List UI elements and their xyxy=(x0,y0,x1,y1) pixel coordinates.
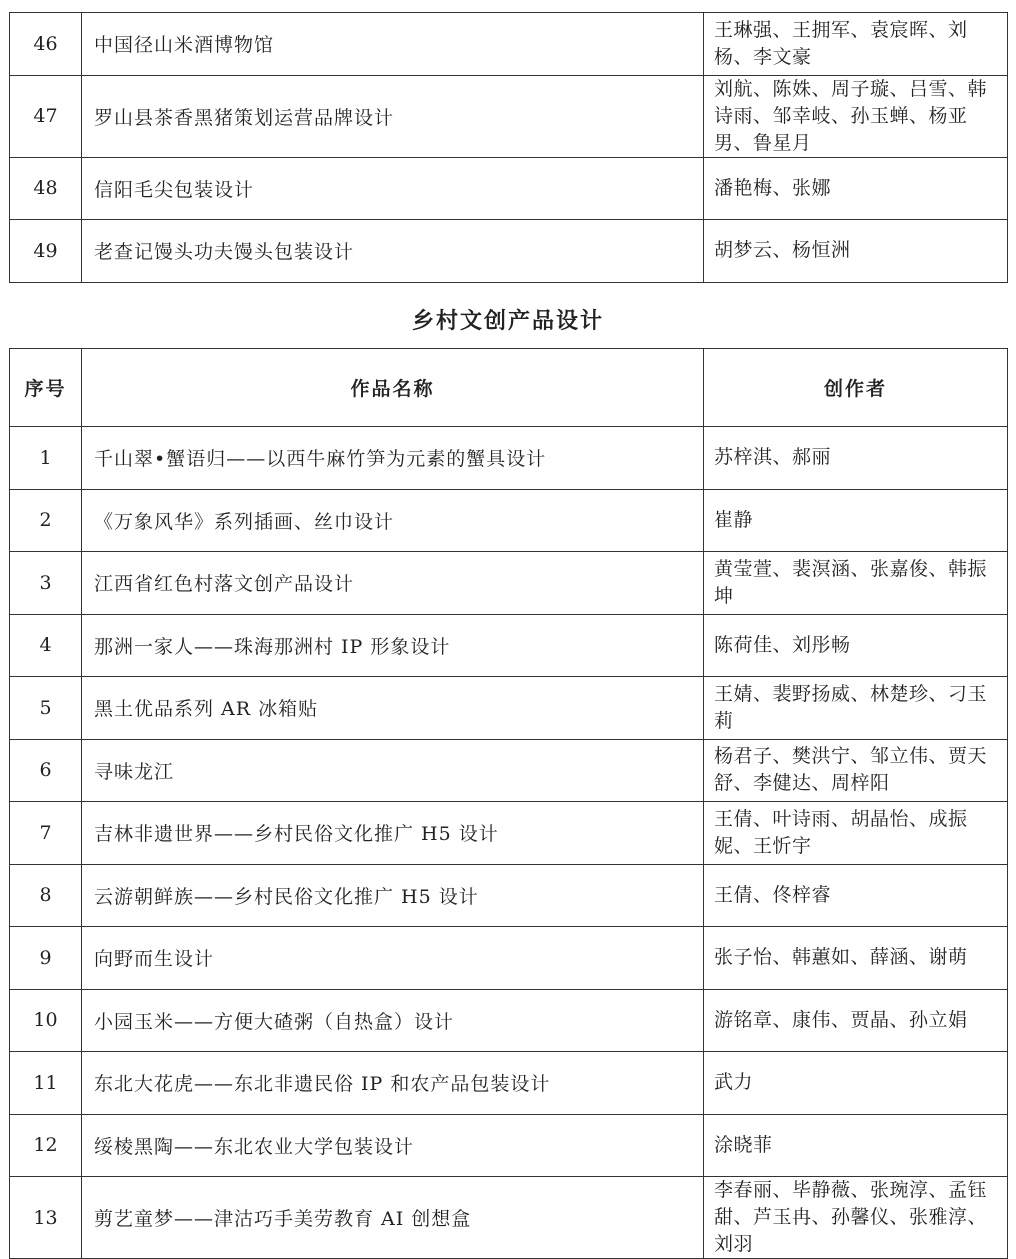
header-title: 作品名称 xyxy=(82,349,704,427)
table-row xyxy=(10,739,1008,802)
table-row xyxy=(10,864,1008,927)
work-title: 小园玉米——方便大碴粥（自热盒）设计 xyxy=(82,989,704,1052)
work-authors: 胡梦云、杨恒洲 xyxy=(704,220,1008,283)
work-title: 寻味龙江 xyxy=(82,739,704,802)
works-table-continued xyxy=(9,12,1008,283)
table-row xyxy=(10,802,1008,865)
table-row xyxy=(10,1052,1008,1115)
work-authors: 张子怡、韩蕙如、薛涵、谢萌 xyxy=(704,927,1008,990)
work-title: 江西省红色村落文创产品设计 xyxy=(82,552,704,615)
work-authors: 刘航、陈姝、周子璇、吕雪、韩诗雨、邹幸岐、孙玉蝉、杨亚男、鲁星月 xyxy=(704,75,1008,157)
table-row xyxy=(10,1177,1008,1259)
table-row xyxy=(10,13,1008,76)
section-title: 乡村文创产品设计 xyxy=(411,309,604,334)
work-authors: 王倩、佟梓睿 xyxy=(704,864,1008,927)
table-row xyxy=(10,157,1008,220)
row-number: 48 xyxy=(10,157,82,220)
work-authors: 崔静 xyxy=(704,489,1008,552)
row-number: 1 xyxy=(10,427,82,490)
row-number: 10 xyxy=(10,989,82,1052)
table-row xyxy=(10,75,1008,157)
row-number: 3 xyxy=(10,552,82,615)
row-number: 47 xyxy=(10,75,82,157)
work-title: 剪艺童梦——津沽巧手美劳教育 AI 创想盒 xyxy=(82,1177,704,1259)
work-title: 吉林非遗世界——乡村民俗文化推广 H5 设计 xyxy=(82,802,704,865)
work-title: 千山翠•蟹语归——以西牛麻竹笋为元素的蟹具设计 xyxy=(82,427,704,490)
work-title: 老查记馒头功夫馒头包装设计 xyxy=(82,220,704,283)
work-title: 向野而生设计 xyxy=(82,927,704,990)
row-number: 13 xyxy=(10,1177,82,1259)
header-authors: 创作者 xyxy=(704,349,1008,427)
work-title: 信阳毛尖包装设计 xyxy=(82,157,704,220)
table-row xyxy=(10,677,1008,740)
work-title: 绥棱黑陶——东北农业大学包装设计 xyxy=(82,1114,704,1177)
work-authors: 陈荷佳、刘彤畅 xyxy=(704,614,1008,677)
table-row xyxy=(10,989,1008,1052)
work-title: 东北大花虎——东北非遗民俗 IP 和农产品包装设计 xyxy=(82,1052,704,1115)
work-title: 中国径山米酒博物馆 xyxy=(82,13,704,76)
work-authors: 涂晓菲 xyxy=(704,1114,1008,1177)
row-number: 5 xyxy=(10,677,82,740)
row-number: 4 xyxy=(10,614,82,677)
work-title: 黑土优品系列 AR 冰箱贴 xyxy=(82,677,704,740)
work-authors: 黄莹萱、裴溟涵、张嘉俊、韩振坤 xyxy=(704,552,1008,615)
row-number: 49 xyxy=(10,220,82,283)
row-number: 11 xyxy=(10,1052,82,1115)
table-row xyxy=(10,489,1008,552)
table-row xyxy=(10,927,1008,990)
table-row xyxy=(10,614,1008,677)
work-authors: 潘艳梅、张娜 xyxy=(704,157,1008,220)
row-number: 9 xyxy=(10,927,82,990)
table-row xyxy=(10,1114,1008,1177)
work-authors: 王婧、裴野扬威、林楚珍、刁玉莉 xyxy=(704,677,1008,740)
work-authors: 苏梓淇、郝丽 xyxy=(704,427,1008,490)
table-row xyxy=(10,220,1008,283)
header-num: 序号 xyxy=(10,349,82,427)
row-number: 7 xyxy=(10,802,82,865)
work-authors: 武力 xyxy=(704,1052,1008,1115)
work-title: 那洲一家人——珠海那洲村 IP 形象设计 xyxy=(82,614,704,677)
work-title: 云游朝鲜族——乡村民俗文化推广 H5 设计 xyxy=(82,864,704,927)
row-number: 2 xyxy=(10,489,82,552)
work-authors: 李春丽、毕静薇、张琬淳、孟钰甜、芦玉冉、孙馨仪、张雅淳、刘羽 xyxy=(704,1177,1008,1259)
row-number: 46 xyxy=(10,13,82,76)
work-title: 《万象风华》系列插画、丝巾设计 xyxy=(82,489,704,552)
works-table-rural-creative xyxy=(9,348,1008,1259)
work-authors: 王琳强、王拥军、袁宸晖、刘杨、李文豪 xyxy=(704,13,1008,76)
table-row xyxy=(10,427,1008,490)
work-authors: 王倩、叶诗雨、胡晶怡、成振妮、王忻宇 xyxy=(704,802,1008,865)
row-number: 6 xyxy=(10,739,82,802)
row-number: 8 xyxy=(10,864,82,927)
row-number: 12 xyxy=(10,1114,82,1177)
work-authors: 杨君子、樊洪宁、邹立伟、贾天舒、李健达、周梓阳 xyxy=(704,739,1008,802)
table-header-row xyxy=(10,349,1008,427)
table-row xyxy=(10,552,1008,615)
work-authors: 游铭章、康伟、贾晶、孙立娟 xyxy=(704,989,1008,1052)
work-title: 罗山县茶香黑猪策划运营品牌设计 xyxy=(82,75,704,157)
